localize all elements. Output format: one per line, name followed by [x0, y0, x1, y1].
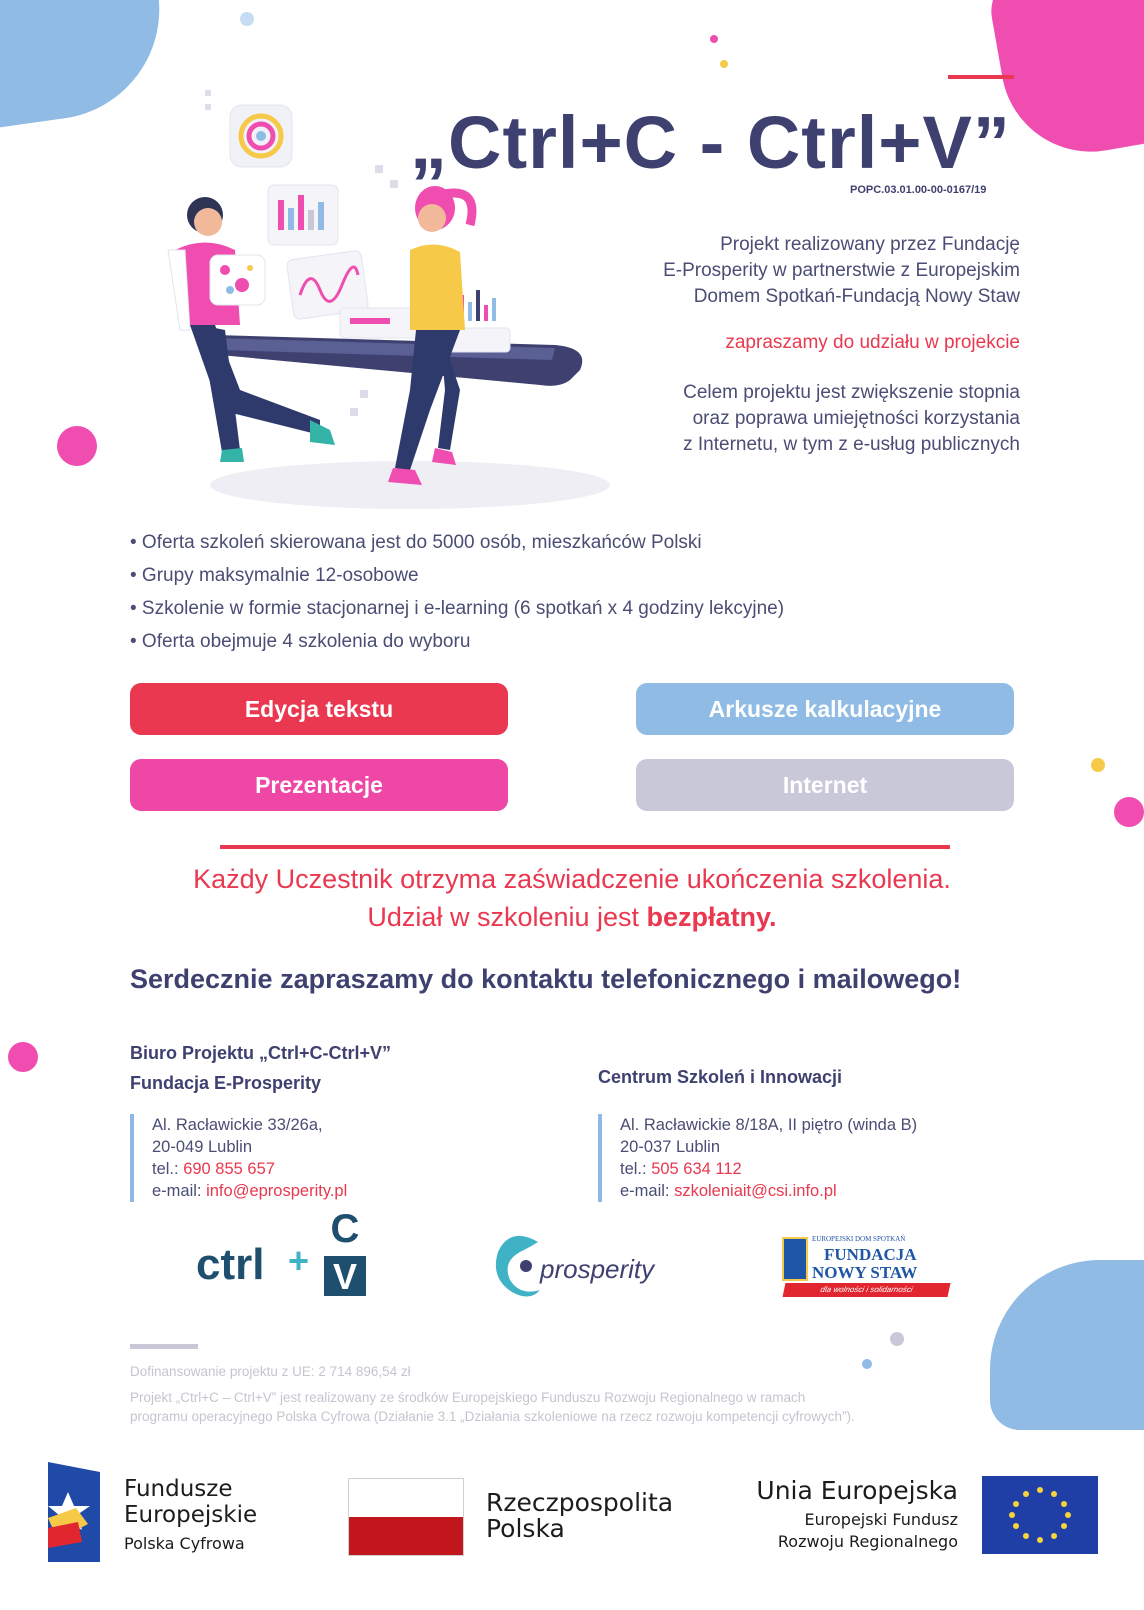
phone-label: tel.: [152, 1160, 184, 1178]
offer-bullet-list [130, 526, 784, 658]
email-label: e-mail: [152, 1182, 207, 1200]
red-accent-line-top [948, 75, 1014, 79]
goal-line: oraz poprawa umiejętności korzystania [692, 408, 1020, 429]
pink-dot-left [57, 426, 97, 466]
logo-prosperity-word: prosperity [540, 1254, 655, 1284]
address-street: Al. Racławickie 33/26a, [152, 1116, 323, 1134]
logo-c-letter: C [330, 1207, 360, 1251]
email-row [152, 1180, 391, 1202]
blue-dot-top [240, 12, 254, 26]
nowy-staw-line2: NOWY STAW [812, 1263, 918, 1282]
nowy-staw-top: EUROPEJSKI DOM SPOTKAŃ [812, 1235, 906, 1243]
course-presentations[interactable]: Prezentacje [130, 759, 508, 811]
office-name: Biuro Projektu „Ctrl+C-Ctrl+V” [130, 1043, 392, 1063]
intro-line: Projekt realizowany przez Fundację [720, 234, 1020, 255]
bullet-item: • Oferta szkoleń skierowana jest do 5000 osób, mieszkańców Polski [130, 532, 702, 553]
office-address [598, 1114, 917, 1202]
email-link[interactable]: szkoleniait@csi.info.pl [674, 1182, 837, 1200]
fe-star-icon [48, 1462, 100, 1562]
ue-line3: Rozwoju Regionalnego [777, 1532, 958, 1551]
email-label: e-mail: [620, 1182, 675, 1200]
bullet-item: • Grupy maksymalnie 12-osobowe [130, 565, 419, 586]
phone-number[interactable]: 690 855 657 [183, 1160, 275, 1178]
bullet-item: • Szkolenie w formie stacjonarnej i e-learning (6 spotkań x 4 godziny lekcyjne) [130, 598, 785, 619]
grey-dot-bottom [890, 1332, 904, 1346]
nowy-staw-ribbon: dla wolności i solidarności [783, 1283, 951, 1297]
nowy-staw-door-icon [782, 1237, 808, 1281]
logo-ctrl-word: ctrl [196, 1240, 265, 1289]
logo-v-box: V [324, 1256, 366, 1296]
email-row [620, 1180, 917, 1202]
rp-line2: Polska [486, 1514, 565, 1543]
course-internet[interactable]: Internet [636, 759, 1014, 811]
certificate-line-2 [0, 902, 1144, 933]
grey-divider [130, 1344, 198, 1349]
funding-amount: Dofinansowanie projektu z UE: 2 714 896,54 zł [130, 1364, 411, 1379]
fe-line2: Europejskie [124, 1502, 258, 1528]
funding-note-line: programu operacyjnego Polska Cyfrowa (Działanie 3.1 „Działania szkoleniowe na rzecz rozwoju kompetencji cyfrowych”). [130, 1409, 855, 1424]
polish-flag-icon [348, 1478, 464, 1556]
phone-row [620, 1158, 917, 1180]
office-name: Centrum Szkoleń i Innowacji [598, 1067, 843, 1087]
course-spreadsheets[interactable]: Arkusze kalkulacyjne [636, 683, 1014, 735]
intro-line: E-Prosperity w partnerstwie z Europejskim [663, 260, 1020, 281]
office-csi [598, 1038, 917, 1202]
goal-paragraph [500, 380, 1020, 458]
project-code: POPC.03.01.00-00-0167/19 [850, 184, 987, 196]
nowy-staw-line1: FUNDACJA [824, 1245, 917, 1264]
invite-text: zapraszamy do udziału w projekcie [725, 332, 1020, 353]
nowy-staw-logo [782, 1237, 952, 1301]
fundusze-europejskie-logo [48, 1462, 318, 1562]
goal-line: z Internetu, w tym z e-usług publicznych [683, 434, 1020, 455]
top-left-blue-blob [0, 0, 173, 135]
free-emphasis: bezpłatny. [646, 902, 777, 932]
address-city: 20-049 Lublin [152, 1138, 252, 1156]
intro-paragraph [500, 232, 1020, 310]
funding-note [130, 1388, 1010, 1426]
address-street: Al. Racławickie 8/18A, II piętro (winda B) [620, 1116, 918, 1134]
office-name: Fundacja E-Prosperity [130, 1073, 322, 1093]
contact-heading: Serdecznie zapraszamy do kontaktu telefonicznego i mailowego! [130, 964, 962, 994]
yellow-dot-right [1091, 758, 1105, 772]
certificate-text: Udział w szkoleniu jest [367, 902, 647, 932]
course-text-editing[interactable]: Edycja tekstu [130, 683, 508, 735]
funding-note-line: Projekt „Ctrl+C – Ctrl+V” jest realizowany ze środków Europejskiego Funduszu Rozwoju Regionalnego w ramach [130, 1390, 806, 1405]
rp-line1: Rzeczpospolita [486, 1488, 674, 1517]
pink-dot-left-2 [8, 1042, 38, 1072]
pink-dot-right [1114, 797, 1144, 827]
email-link[interactable]: info@eprosperity.pl [206, 1182, 348, 1200]
phone-number[interactable]: 505 634 112 [651, 1160, 742, 1178]
office-address [130, 1114, 391, 1202]
goal-line: Celem projektu jest zwiększenie stopnia [683, 382, 1020, 403]
eprosperity-logo [490, 1230, 670, 1310]
intro-line: Domem Spotkań-Fundacją Nowy Staw [693, 286, 1020, 307]
pink-dot-small-top [710, 35, 718, 43]
certificate-line-1: Każdy Uczestnik otrzyma zaświadczenie ukończenia szkolenia. [193, 864, 951, 894]
yellow-dot-small-top [720, 60, 728, 68]
red-divider [220, 845, 950, 849]
logo-plus: + [288, 1240, 310, 1281]
ue-line2: Europejski Fundusz [804, 1510, 958, 1529]
fe-line3: Polska Cyfrowa [124, 1534, 245, 1553]
bullet-item: • Oferta obejmuje 4 szkolenia do wyboru [130, 631, 471, 652]
phone-label: tel.: [620, 1160, 652, 1178]
ue-line1: Unia Europejska [756, 1476, 958, 1505]
office-eprosperity [130, 1038, 391, 1202]
address-city: 20-037 Lublin [620, 1138, 720, 1156]
fe-line1: Fundusze [124, 1476, 233, 1502]
page-title: „Ctrl+C - Ctrl+V” [410, 101, 1011, 184]
eu-flag-icon [982, 1476, 1098, 1554]
phone-row [152, 1158, 391, 1180]
bottom-right-blue-blob [990, 1260, 1144, 1430]
